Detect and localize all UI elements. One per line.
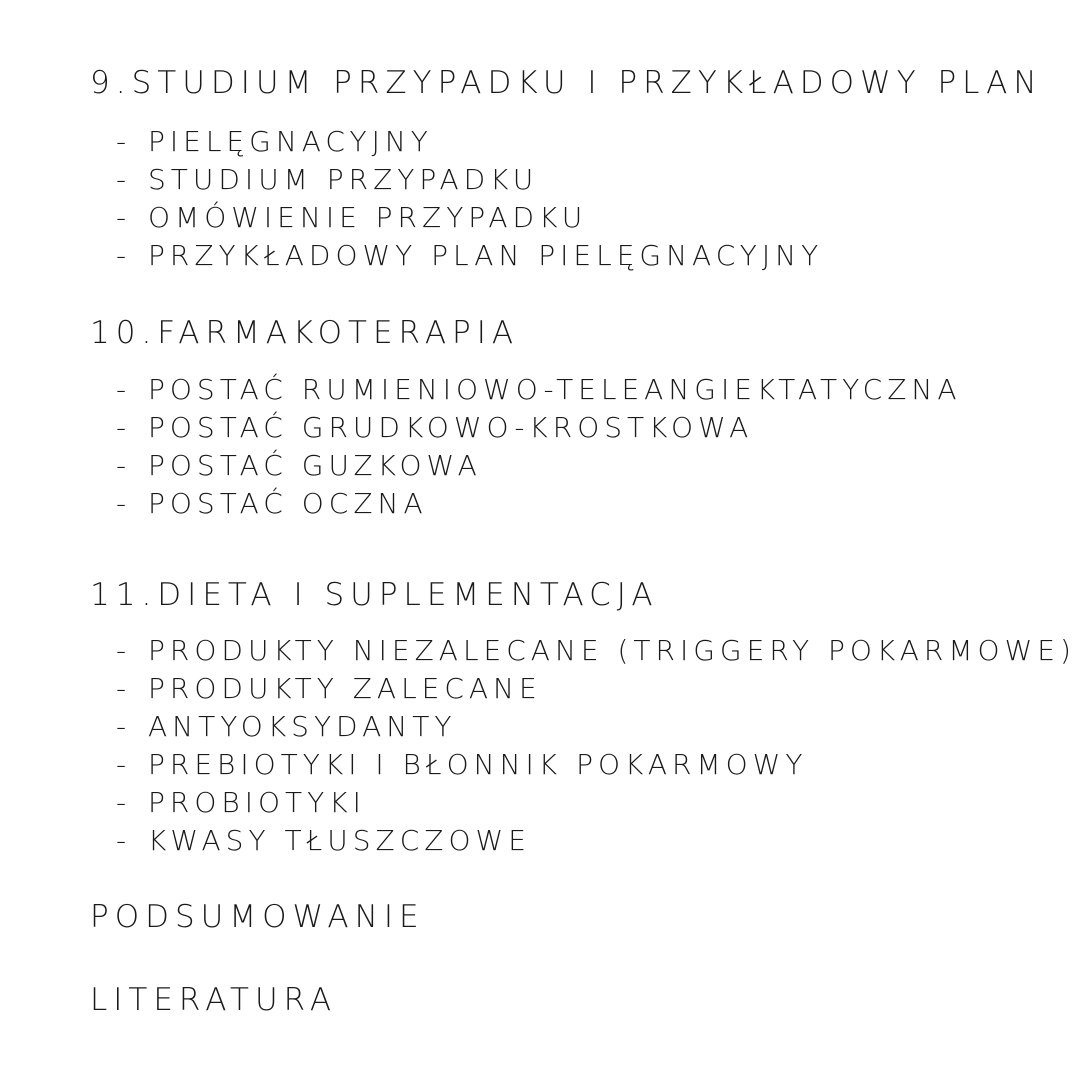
section-heading-summary: PODSUMOWANIE [90, 899, 425, 935]
list-item-label: POSTAĆ RUMIENIOWO-TELEANGIEKTATYCZNA [148, 373, 962, 406]
list-item [116, 672, 542, 705]
bullet-dash: - [116, 201, 132, 234]
bullet-dash: - [116, 786, 132, 819]
list-item-label: POSTAĆ GUZKOWA [148, 449, 482, 482]
bullet-dash: - [116, 634, 132, 667]
list-item [116, 824, 531, 857]
bullet-dash: - [116, 449, 132, 482]
list-item-label: PROBIOTYKI [148, 786, 366, 819]
list-item [116, 201, 588, 234]
list-item [116, 487, 428, 520]
list-item [116, 239, 824, 272]
bullet-dash: - [116, 487, 132, 520]
list-item [116, 786, 366, 819]
bullet-dash: - [116, 411, 132, 444]
list-item [116, 125, 433, 158]
list-item-label: PRZYKŁADOWY PLAN PIELĘGNACYJNY [148, 239, 824, 272]
bullet-dash: - [116, 748, 132, 781]
list-item-label: PRODUKTY NIEZALECANE (TRIGGERY POKARMOWE) [148, 634, 1076, 667]
bullet-dash: - [116, 672, 132, 705]
list-item-label: PRODUKTY ZALECANE [148, 672, 542, 705]
list-item-label: PREBIOTYKI I BŁONNIK POKARMOWY [148, 748, 808, 781]
list-item [116, 710, 457, 743]
bullet-dash: - [116, 710, 132, 743]
list-item-label: POSTAĆ GRUDKOWO-KROSTKOWA [148, 411, 754, 444]
list-item [116, 748, 808, 781]
bullet-dash: - [116, 163, 132, 196]
bullet-dash: - [116, 824, 132, 857]
list-item [116, 411, 754, 444]
bullet-dash: - [116, 239, 132, 272]
list-item-label: ANTYOKSYDANTY [148, 710, 457, 743]
list-item-label: PIELĘGNACYJNY [148, 125, 433, 158]
list-item [116, 449, 482, 482]
list-item-label: OMÓWIENIE PRZYPADKU [148, 201, 588, 234]
list-item-label: KWASY TŁUSZCZOWE [148, 824, 531, 857]
list-item-label: STUDIUM PRZYPADKU [148, 163, 539, 196]
bullet-dash: - [116, 373, 132, 406]
list-item-label: POSTAĆ OCZNA [148, 487, 428, 520]
list-item [116, 373, 962, 406]
section-heading-references: LITERATURA [90, 982, 338, 1018]
list-item [116, 634, 1076, 667]
bullet-dash: - [116, 125, 132, 158]
section-heading-diet: 11.DIETA I SUPLEMENTACJA [90, 577, 659, 613]
section-heading-case-study: 9.STUDIUM PRZYPADKU I PRZYKŁADOWY PLAN [90, 65, 1043, 101]
section-heading-pharmacotherapy: 10.FARMAKOTERAPIA [90, 315, 520, 351]
list-item [116, 163, 539, 196]
